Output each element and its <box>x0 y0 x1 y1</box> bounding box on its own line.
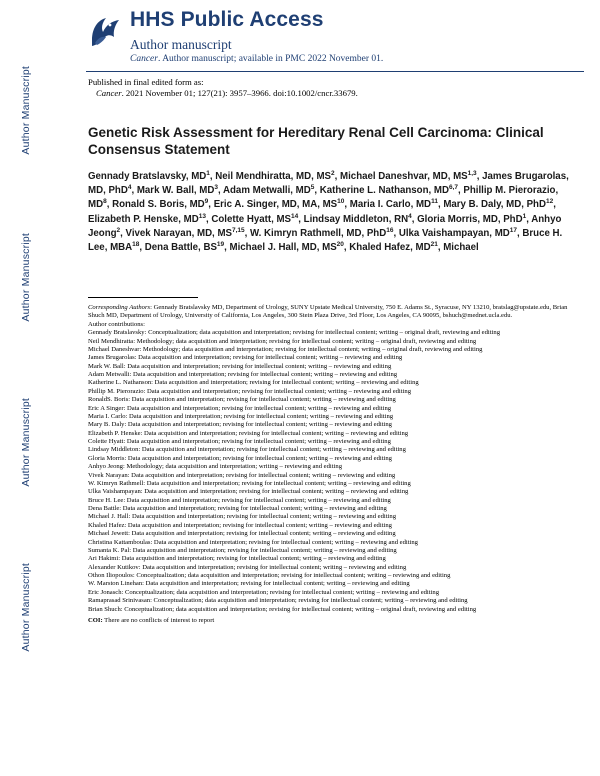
author-affiliation: 12 <box>545 198 554 206</box>
author-name: Dena Battle, BS <box>144 242 217 254</box>
published-in-label: Published in final edited form as: <box>88 77 204 87</box>
corresponding-text: : Gennady Bratslavsky MD, Department of Urology, SUNY Upstate Medical University, 750 E. Adams St., Syracuse, NY 13210, bratslag@upstate.edu, Brian Shuch MD, Department of Urology, University of California, Los Angeles, 300 Stein Plaza Drive, 3rd Floor, Los Angeles, CA 90095, bshuch@mednet.ucla.edu. <box>88 304 568 320</box>
citation-journal: Cancer <box>96 88 122 98</box>
author-affiliation: 4 <box>127 184 132 192</box>
author-affiliation: 8 <box>103 198 107 206</box>
contribution-item: Brian Shuch: Conceptualization; data acquisition and interpretation; revising for intellectual content; writing – original draft, reviewing and editing <box>88 605 477 613</box>
author-name: Ronald S. Boris, MD <box>112 199 205 211</box>
header-divider <box>86 71 584 72</box>
contribution-item: Mark W. Ball: Data acquisition and interpretation; revising for intellectual content; writing – reviewing and editing <box>88 362 392 370</box>
author-name: Mark W. Ball, MD <box>136 185 215 197</box>
contribution-item: Dena Battle: Data acquisition and interpretation; revising for intellectual content; writing – reviewing and editing <box>88 505 387 512</box>
contribution-item: Vivek Narayan: Data acquisition and interpretation; revising for intellectual content; writing – reviewing and editing <box>88 471 396 479</box>
author-affiliation: 1 <box>522 212 527 220</box>
contribution-item: Eric Jonasch: Conceptualization; data acquisition and interpretation; revising for intellectual content; writing – reviewing and editing <box>88 588 440 596</box>
contribution-item: W. Kimryn Rathmell: Data acquisition and interpretation; revising for intellectual content; writing – reviewing and editing <box>88 479 411 487</box>
contribution-item: Mary B. Daly: Data acquisition and interpretation; revising for intellectual content; writing – reviewing and editing <box>88 421 392 429</box>
author-name: Phillip M. Pierorazio, MD <box>88 185 559 211</box>
citation-line <box>88 88 358 99</box>
contribution-item: W. Marston Linehan: Data acquisition and interpretation; revising for intellectual content; writing – reviewing and editing <box>88 580 410 588</box>
author-affiliation: 10 <box>337 198 345 206</box>
author-affiliation: 2 <box>331 170 335 177</box>
author-affiliation: 7,15 <box>231 226 245 234</box>
hhs-eagle-logo-icon <box>86 10 124 50</box>
side-label-author-manuscript: Author Manuscript <box>20 233 32 322</box>
author-name: Gennady Bratslavsky, MD <box>88 171 207 182</box>
author-affiliation: 14 <box>291 212 299 220</box>
contributions-heading: Author contributions: <box>88 320 145 328</box>
author-name: Michael <box>443 242 479 254</box>
journal-name: Cancer <box>130 54 158 64</box>
citation-details: . 2021 November 01; 127(21): 3957–3966. doi:10.1002/cncr.33679. <box>121 88 358 98</box>
author-affiliation: 19 <box>216 241 225 249</box>
contribution-item: Ari Hakimi: Data acquisition and interpretation; revising for intellectual content; writing – reviewing and editing <box>88 555 386 563</box>
author-affiliation: 13 <box>198 212 206 220</box>
corresponding-author-note <box>88 304 578 321</box>
author-manuscript-subtitle: Author manuscript <box>130 37 232 52</box>
author-name: Ulka Vaishampayan, MD <box>398 227 510 239</box>
contribution-item: Gennady Bratslavsky: Conceptualization; data acquisition and interpretation; revising for intellectual content; writing – original draft, reviewing and editing <box>88 329 500 337</box>
coi-statement <box>88 617 578 625</box>
availability-line <box>130 54 383 64</box>
author-affiliation: 3 <box>214 184 218 192</box>
contribution-item: Bruce H. Lee: Data acquisition and interpretation; revising for intellectual content; writing – reviewing and editing <box>88 496 391 504</box>
author-name: Anhyo Jeong <box>88 213 562 239</box>
contribution-item: James Brugarolas: Data acquisition and interpretation; revising for intellectual content; writing – reviewing and editing <box>88 354 403 362</box>
author-name: Elizabeth P. Henske, MD <box>88 213 199 225</box>
author-affiliation: 17 <box>509 226 517 234</box>
contribution-item: Anhyo Jeong: Methodology; data acquisition and interpretation; writing – reviewing and editing <box>88 463 342 471</box>
author-name: James Brugarolas, MD, PhD <box>88 171 569 197</box>
coi-text: There are no conflicts of interest to report <box>102 616 215 624</box>
contribution-item: Eric A Singer: Data acquisition and interpretation; revising for intellectual content; writing – reviewing and editing <box>88 404 392 412</box>
author-name: Neil Mendhiratta, MD, MS <box>215 171 332 182</box>
author-name: Adam Metwalli, MD <box>223 185 311 197</box>
footnotes <box>88 304 578 625</box>
author-name: Khaled Hafez, MD <box>349 242 431 254</box>
contribution-item: Khaled Hafez: Data acquisition and interpretation; revising for intellectual content; writing – reviewing and editing <box>88 521 392 529</box>
author-name: Eric A. Singer, MD, MA, MS <box>213 199 338 211</box>
author-name: Vivek Narayan, MD, MS <box>125 227 232 239</box>
author-affiliation: 21 <box>430 241 438 249</box>
corresponding-label: Corresponding Authors <box>88 304 151 311</box>
hhs-public-access-title: HHS Public Access <box>130 8 324 31</box>
author-affiliation: 9 <box>204 198 209 206</box>
contribution-item: Katherine L. Nathanson: Data acquisition and interpretation; revising for intellectual content; writing – reviewing and editing <box>88 379 419 387</box>
contribution-item: Michael Jewett: Data acquisition and interpretation; revising for intellectual content; writing – reviewing and editing <box>88 530 396 538</box>
author-affiliation: 18 <box>132 241 140 249</box>
author-name: Michael J. Hall, MD, MS <box>229 242 337 254</box>
side-label-author-manuscript: Author Manuscript <box>20 563 32 652</box>
contribution-item: Christina Kattamboulas: Data acquisition and interpretation; revising for intellectual content; writing – reviewing and editing <box>88 538 418 546</box>
author-name: Lindsay Middleton, RN <box>303 213 409 225</box>
author-name: W. Kimryn Rathmell, MD, PhD <box>250 227 387 239</box>
article-title: Genetic Risk Assessment for Hereditary Renal Cell Carcinoma: Clinical Consensus Statement <box>88 125 544 157</box>
contribution-item: Ramaprasad Srinivasan: Conceptualization; data acquisition and interpretation; revising for intellectual content; writing – reviewing and editing <box>88 597 468 605</box>
footnote-divider <box>88 297 198 298</box>
availability-text: . Author manuscript; available in PMC 2022 November 01. <box>157 54 384 64</box>
author-name: Maria I. Carlo, MD <box>349 199 432 211</box>
author-name: Colette Hyatt, MS <box>211 213 292 225</box>
contribution-item: Adam Metwalli: Data acquisition and interpretation; revising for intellectual content; writing – reviewing and editing <box>88 371 398 378</box>
contribution-item: Elizabeth P. Henske: Data acquisition and interpretation; revising for intellectual content; writing – reviewing and editing <box>88 429 409 437</box>
author-list: Gennady Bratslavsky, $MD^1$, Neil Mendhiratta, MD, $MS^2$, Michael Daneshvar, MD, MS$^{1,3}$, James Brugarolas, MD, PhD$^4$, Mark W. Ball, $MD^3$, Adam Metwalli, $MD^5$, Katherine L. Nathanson, MD$^{6,7}$, Phillip M. Pierorazio, $MD^8$, Ronald S. Boris, $MD^9$, Eric A. Singer, MD, MA, MS$^{10}$, Maria I. Carlo, MD$^{11}$, Mary B. Daly, MD, PhD$^{12}$, Elizabeth P. Henske, MD$^{13}$, Colette Hyatt, MS$^{14}$, Lindsay Middleton, $RN^4$, Gloria Morris, MD, PhD$^1$, Anhyo Jeong$^2$, Vivek Narayan, MD, MS$^{7,15}$, W. Kimryn Rathmell, MD, PhD$^{16}$, Ulka Vaishampayan, MD$^{17}$, Bruce H. Lee, MBA$^{18}$, Dena Battle, BS$^{19}$, Michael J. Hall, MD, MS$^{20}$, Khaled Hafez, MD$^{21}$, Michael <box>88 170 569 254</box>
contribution-item: Michael J. Hall: Data acquisition and interpretation; revising for intellectual content; writing – reviewing and editing <box>88 513 396 521</box>
author-affiliation: 1,3 <box>467 170 477 177</box>
coi-label: COI: <box>88 616 103 624</box>
contributions-list <box>88 329 578 614</box>
contribution-item: Neil Mendhiratta: Methodology; data acquisition and interpretation; revising for intellectual content; writing – original draft, reviewing and editing <box>88 337 477 345</box>
contribution-item: Othon Iliopoulos: Conceptualization; data acquisition and interpretation; revising for intellectual content; writing – reviewing and editing <box>88 572 451 579</box>
contribution-item: Gloria Morris: Data acquisition and interpretation; revising for intellectual content; writing – reviewing and editing <box>88 454 392 462</box>
contribution-item: Phillip M. Pierorazio: Data acquisition and interpretation; revising for intellectual content; writing – reviewing and editing <box>88 387 412 395</box>
author-name: Bruce H. Lee, MBA <box>88 227 563 254</box>
contribution-item: Maria I. Carlo: Data acquisition and interpretation; revising for intellectual content; writing – reviewing and editing <box>88 412 394 420</box>
author-affiliation: 4 <box>408 212 412 220</box>
contribution-item: Ulka Vaishampayan: Data acquisition and interpretation; revising for intellectual content; writing – reviewing and editing <box>88 488 409 496</box>
author-name: Katherine L. Nathanson, MD <box>319 185 449 197</box>
author-name: Michael Daneshvar, MD, MS <box>340 171 468 182</box>
contribution-item: Lindsay Middleton: Data acquisition and interpretation; revising for intellectual content; writing – reviewing and editing <box>88 446 406 454</box>
contribution-item: RonaldS. Boris: Data acquisition and interpretation; revising for intellectual content; writing – reviewing and editing <box>88 396 396 404</box>
contribution-item: Colette Hyatt: Data acquisition and interpretation; revising for intellectual content; writing – reviewing and editing <box>88 438 391 445</box>
author-name: Mary B. Daly, MD, PhD <box>443 199 546 211</box>
author-affiliation: 20 <box>336 241 344 249</box>
author-affiliation: 11 <box>431 198 438 206</box>
side-label-author-manuscript: Author Manuscript <box>20 398 32 487</box>
author-affiliation: 5 <box>310 184 315 192</box>
author-affiliation: 1 <box>206 170 210 177</box>
author-affiliation: 16 <box>386 226 394 234</box>
contribution-item: Sumanta K. Pal: Data acquisition and interpretation; revising for intellectual content; writing – reviewing and editing <box>88 546 397 554</box>
contribution-item: Alexander Kutikov: Data acquisition and interpretation; revising for intellectual content; writing – reviewing and editing <box>88 563 407 571</box>
author-affiliation: 2 <box>116 226 121 234</box>
side-label-author-manuscript: Author Manuscript <box>20 66 32 155</box>
author-name: Gloria Morris, MD, PhD <box>417 213 523 225</box>
contribution-item: Michael Daneshvar: Methodology; data acquisition and interpretation; revising for intellectual content; writing – original draft, reviewing and editing <box>88 345 483 353</box>
author-affiliation: 6,7 <box>448 184 459 192</box>
